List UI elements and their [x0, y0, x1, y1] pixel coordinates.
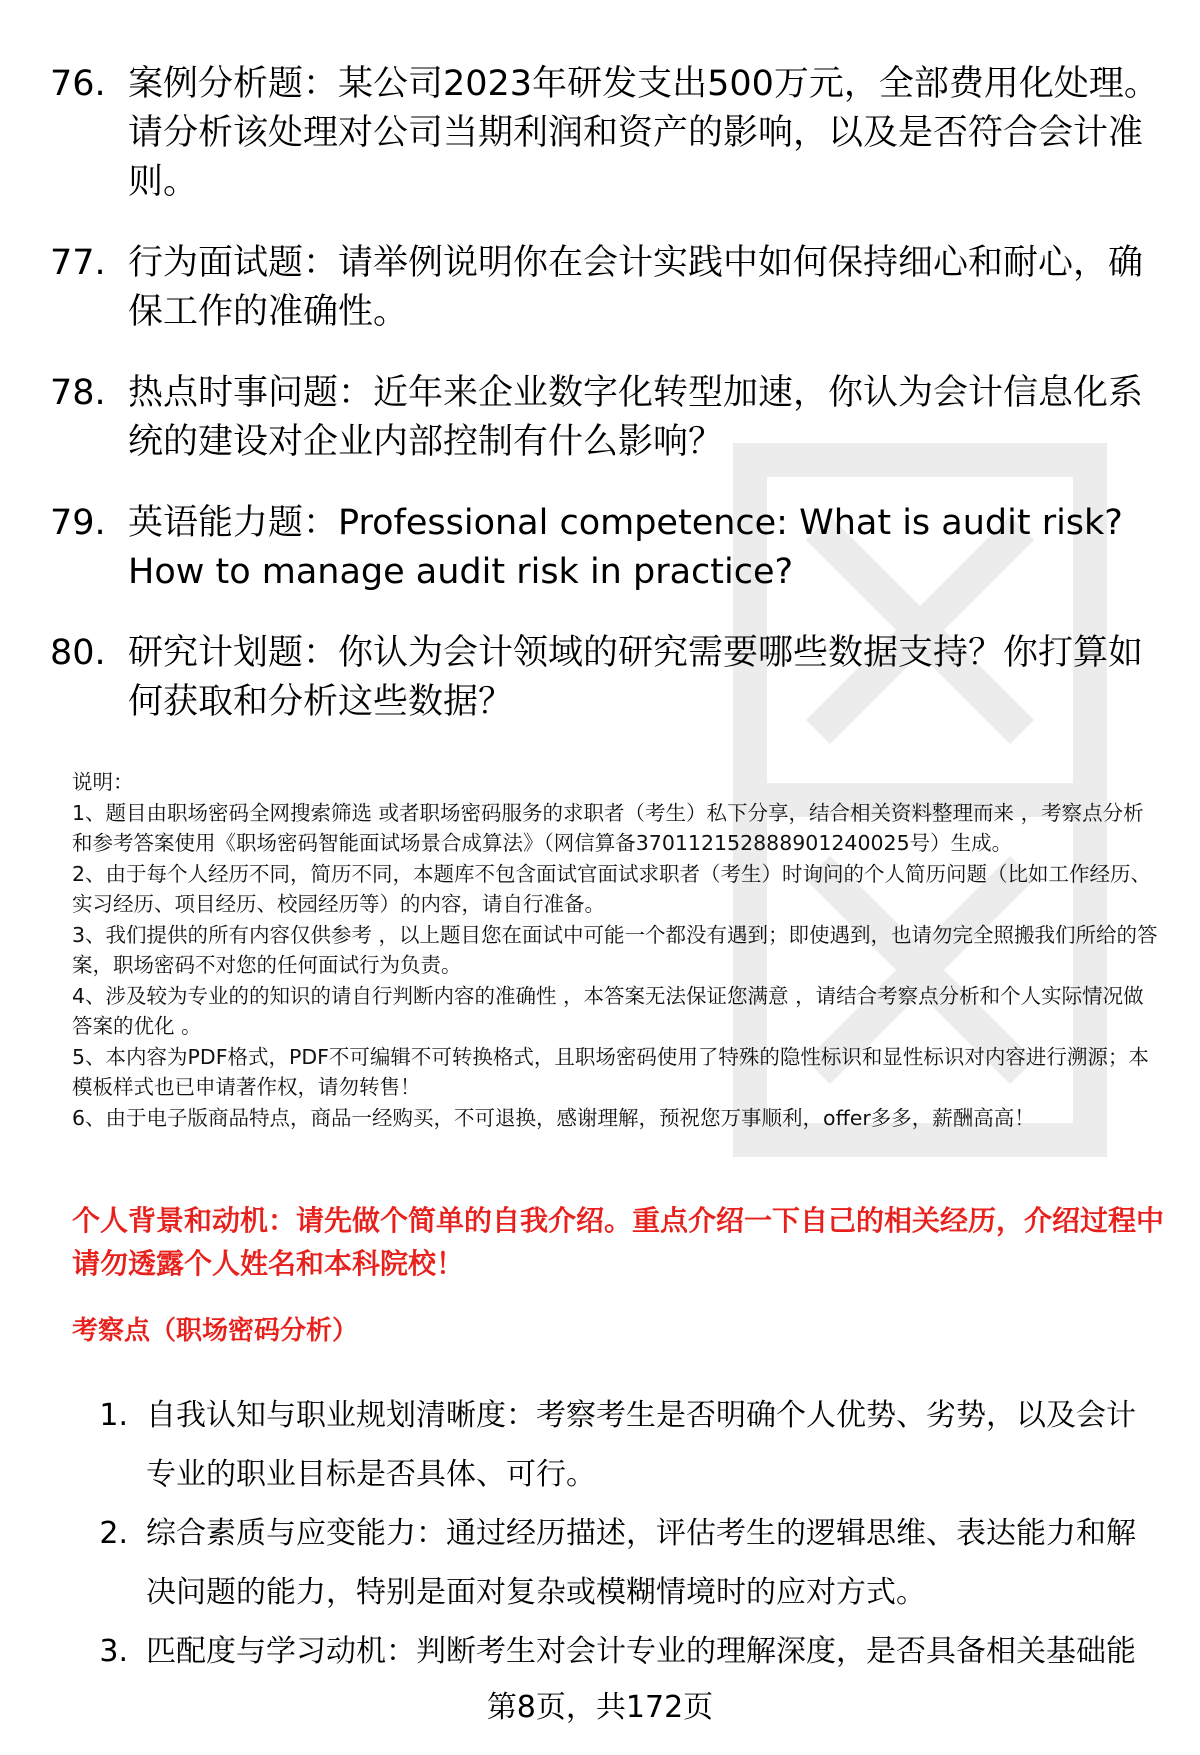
- point-item: [80, 1504, 1160, 1622]
- point-text: 匹配度与学习动机：判断考生对会计专业的理解深度，是否具备相关基础能: [146, 1634, 1136, 1669]
- question-text: 热点时事问题：近年来企业数字化转型加速，你认为会计信息化系统的建设对企业内部控制有什么影响？: [128, 373, 1144, 462]
- section-subheading: 考察点（职场密码分析）: [72, 1316, 359, 1346]
- point-text: 综合素质与应变能力：通过经历描述，评估考生的逻辑思维、表达能力和解决问题的能力，特别是面对复杂或模糊情境时的应对方式。: [146, 1516, 1136, 1610]
- question-item: [50, 60, 1170, 207]
- point-text: 自我认知与职业规划清晰度：考察考生是否明确个人优势、劣势，以及会计专业的职业目标是否具体、可行。: [146, 1398, 1136, 1492]
- point-number: 3.: [99, 1634, 128, 1669]
- question-item: [50, 629, 1170, 727]
- question-number: 78.: [50, 373, 106, 413]
- point-number: 1.: [99, 1398, 128, 1433]
- question-list: [50, 60, 1170, 759]
- notes-item: 4、涉及较为专业的的知识的请自行判断内容的准确性 ，本答案无法保证您满意 ，请结合考察点分析和个人实际情况做答案的优化 。: [72, 983, 1144, 1038]
- section-heading: 个人背景和动机：请先做个简单的自我介绍。重点介绍一下自己的相关经历，介绍过程中请勿透露个人姓名和本科院校！: [72, 1204, 1165, 1280]
- question-text: 英语能力题：Professional competence: What is audit risk? How to manage audit risk in practice?: [128, 503, 1123, 592]
- point-number: 2.: [99, 1516, 128, 1551]
- notes-item: 2、由于每个人经历不同，简历不同，本题库不包含面试官面试求职者（考生）时询问的个人简历问题（比如工作经历、实习经历、项目经历、校园经历等）的内容，请自行准备。: [72, 861, 1152, 916]
- question-item: [50, 369, 1170, 467]
- notes-item: 6、由于电子版商品特点，商品一经购买，不可退换，感谢理解，预祝您万事顺利，offer多多，薪酬高高！: [72, 1105, 1035, 1130]
- notes-item: 3、我们提供的所有内容仅供参考 ，以上题目您在面试中可能一个都没有遇到；即使遇到，也请勿完全照搬我们所给的答案，职场密码不对您的任何面试行为负责。: [72, 922, 1158, 977]
- point-item: [80, 1622, 1160, 1681]
- page-indicator: 第8页，共172页: [486, 1690, 714, 1725]
- question-number: 80.: [50, 633, 106, 673]
- notes-item: 1、题目由职场密码全网搜索筛选 或者职场密码服务的求职者（考生）私下分享，结合相关资料整理而来 ，考察点分析和参考答案使用《职场密码智能面试场景合成算法》（网信算备370112152888901240025号）生成。: [72, 800, 1144, 855]
- notes-item: 5、本内容为PDF格式，PDF不可编辑不可转换格式，且职场密码使用了特殊的隐性标识和显性标识对内容进行溯源；本模板样式也已申请著作权，请勿转售！: [72, 1044, 1149, 1099]
- notes-block: [72, 767, 1162, 1133]
- notes-title: 说明：: [72, 770, 134, 794]
- question-number: 77.: [50, 243, 106, 283]
- point-item: [80, 1386, 1160, 1504]
- question-item: [50, 239, 1170, 337]
- question-number: 76.: [50, 64, 106, 104]
- question-item: [50, 499, 1170, 597]
- question-text: 研究计划题：你认为会计领域的研究需要哪些数据支持？你打算如何获取和分析这些数据？: [128, 633, 1144, 722]
- question-number: 79.: [50, 503, 106, 543]
- question-text: 案例分析题：某公司2023年研发支出500万元，全部费用化处理。请分析该处理对公司当期利润和资产的影响，以及是否符合会计准则。: [128, 64, 1159, 202]
- analysis-points: [80, 1386, 1160, 1681]
- question-text: 行为面试题：请举例说明你在会计实践中如何保持细心和耐心，确保工作的准确性。: [128, 243, 1144, 332]
